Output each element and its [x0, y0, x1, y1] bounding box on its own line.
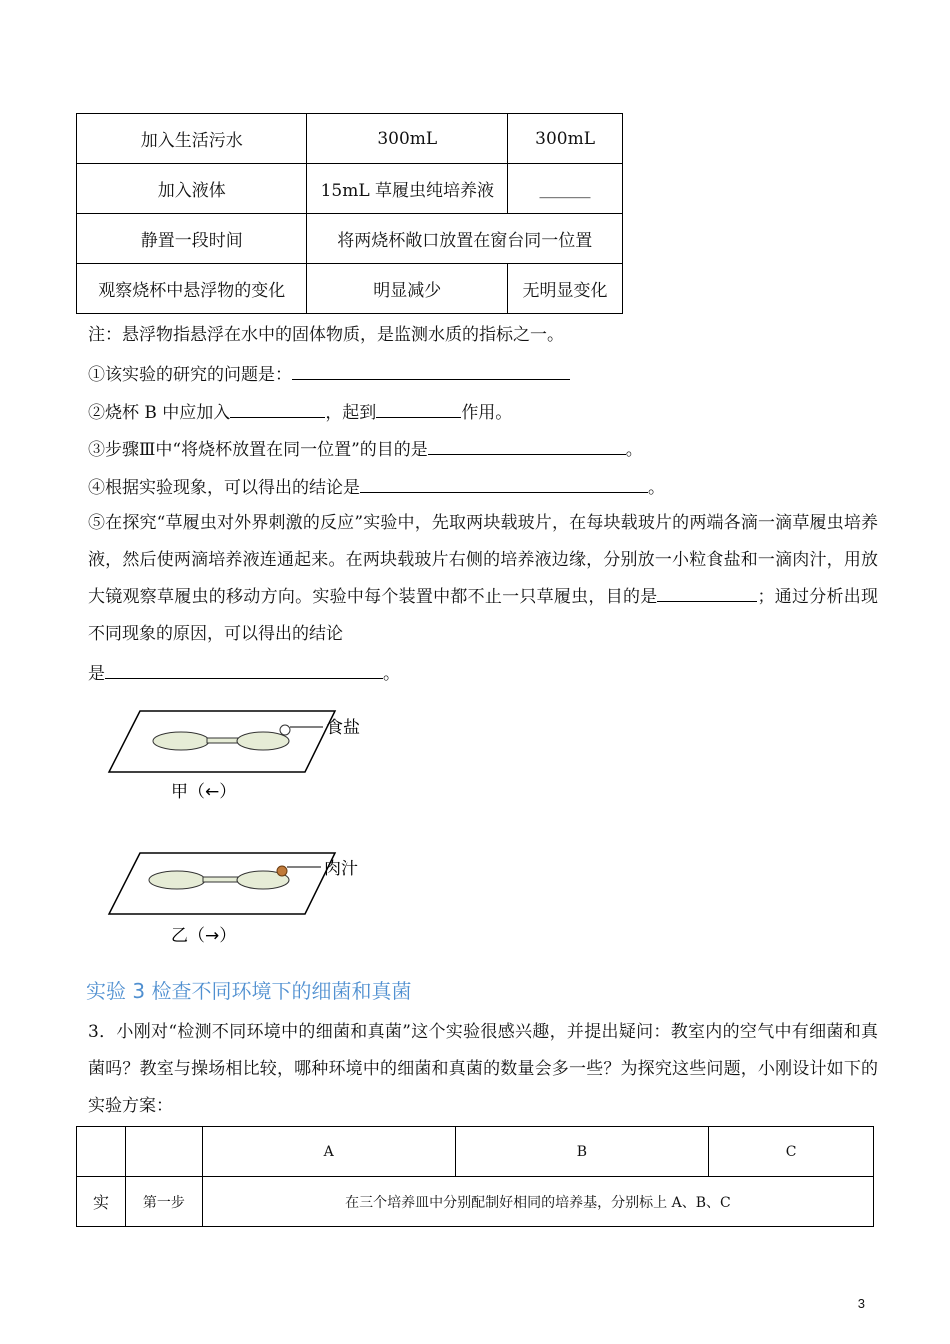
question-text: ⑤在探究“草履虫对外界刺激的反应”实验中，先取两块载玻片，在每块载玻片的两端各滴一滴草履虫培养液，然后使两滴培养液连通起来。在两块载玻片右侧的培养液边缘，分别放一小粒食盐和一滴肉汁，用放大镜观察草履虫的移动方向。实验中每个装置中都不止一只草履虫，目的是 [88, 513, 878, 607]
question-5 [88, 505, 878, 653]
table-cell: 静置一段时间 [77, 214, 307, 264]
note-text: 注：悬浮物指悬浮在水中的固体物质，是监测水质的指标之一。 [88, 325, 564, 345]
question-text: ；通过分析出现不同现象的原因，可以得出的结论 [88, 587, 879, 644]
question-4 [88, 474, 665, 500]
question-text: ，起到 [325, 403, 377, 423]
table-cell: 15mL 草履虫纯培养液 [307, 164, 508, 214]
section-title: 实验 3 检查不同环境下的细菌和真菌 [86, 979, 412, 1003]
table-cell [125, 1127, 202, 1177]
yi-label: 乙（→） [171, 926, 237, 946]
question-text: 。 [383, 664, 400, 684]
table-cell: 300mL [307, 114, 508, 164]
question-text: ④根据实验现象，可以得出的结论是 [88, 478, 360, 498]
question-text: ②烧杯 B 中应加入 [88, 403, 231, 423]
table-row [77, 214, 623, 264]
question-text: 是 [88, 664, 105, 684]
jia-label: 甲（←） [171, 782, 237, 802]
question-2 [88, 399, 512, 425]
table-header: C [709, 1127, 874, 1177]
experiment-table [76, 113, 623, 314]
table-cell: 加入生活污水 [77, 114, 307, 164]
table-cell: 300mL [508, 114, 623, 164]
table-row [77, 114, 623, 164]
question-text: 。 [648, 478, 665, 498]
table-cell: 第一步 [125, 1177, 202, 1227]
table-row [77, 264, 623, 314]
table-cell: 无明显变化 [508, 264, 623, 314]
section-intro: 3．小刚对“检测不同环境中的细菌和真菌”这个实验很感兴趣，并提出疑问：教室内的空气中有细菌和真菌吗？教室与操场相比较，哪种环境中的细菌和真菌的数量会多一些？为探究这些问题，小刚设计如下的实验方案： [88, 1022, 878, 1116]
answer-blank [376, 399, 461, 418]
plan-table [76, 1126, 874, 1227]
question-text: ①该实验的研究的问题是： [88, 365, 292, 385]
salt-grain [280, 725, 290, 735]
table-cell: 明显减少 [307, 264, 508, 314]
broth-label: 肉汁 [324, 859, 358, 879]
table-cell: 观察烧杯中悬浮物的变化 [77, 264, 307, 314]
paramecium-figure [105, 705, 395, 955]
question-text: ③步骤Ⅲ中“将烧杯放置在同一位置”的目的是 [88, 440, 428, 460]
question-text: 。 [625, 440, 643, 460]
table-row [77, 164, 623, 214]
drop-left [153, 732, 209, 750]
table-cell: 在三个培养皿中分别配制好相同的培养基，分别标上 A、B、C [202, 1177, 873, 1227]
question-1 [88, 361, 570, 387]
slide-yi [109, 853, 335, 914]
question-3 [88, 436, 643, 462]
salt-label: 食盐 [326, 718, 360, 738]
broth-drop [277, 866, 287, 876]
table-cell: 将两烧杯敞口放置在窗台同一位置 [307, 214, 623, 264]
table-cell: 实 [77, 1177, 126, 1227]
answer-blank [292, 361, 570, 380]
table-row [77, 1177, 874, 1227]
answer-blank [657, 583, 757, 602]
answer-blank [230, 399, 325, 418]
page-number: 3 [857, 1296, 865, 1311]
drop-right [237, 732, 289, 750]
table-cell: 加入液体 [77, 164, 307, 214]
table-row [77, 1127, 874, 1177]
question-5-end [88, 660, 400, 686]
drop-left [149, 871, 205, 889]
answer-blank [105, 660, 383, 679]
answer-blank [360, 474, 648, 493]
answer-blank [428, 436, 626, 455]
table-cell [77, 1127, 126, 1177]
table-cell: ______ [508, 164, 623, 214]
table-header: B [455, 1127, 709, 1177]
table-header: A [202, 1127, 455, 1177]
question-text: 作用。 [461, 403, 513, 423]
